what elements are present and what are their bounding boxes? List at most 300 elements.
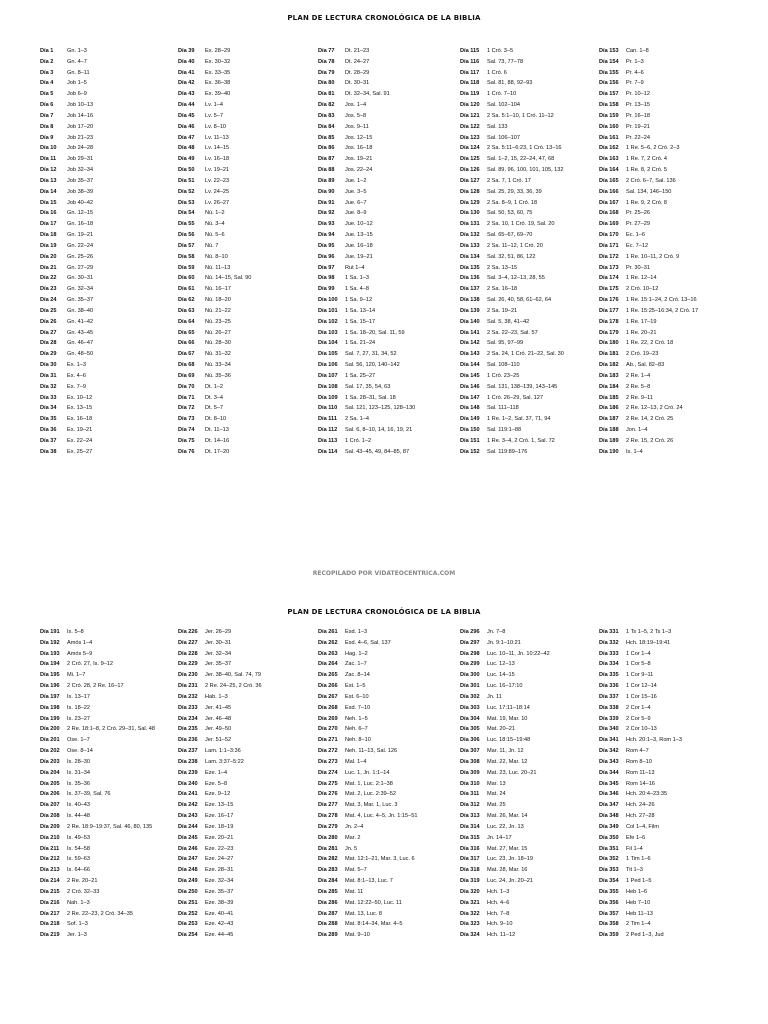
reading-entry	[460, 659, 605, 670]
day-label: Día 270	[318, 726, 338, 733]
day-label: Día 186	[599, 405, 619, 412]
reading-entry	[599, 176, 744, 187]
reading-entry	[460, 393, 605, 404]
reading-reference: Mat. 12:22–50, Luc. 11	[345, 899, 402, 906]
reading-entry	[460, 768, 605, 779]
reading-entry	[178, 779, 323, 790]
day-label: Día 194	[40, 661, 60, 668]
reading-entry	[460, 649, 605, 660]
reading-reference: Sal. 121, 123–125, 128–130	[345, 405, 416, 412]
reading-reference: 1 Sa. 18–20, Sal. 11, 59	[345, 329, 405, 336]
reading-entry	[318, 638, 463, 649]
reading-reference: Eze. 16–17	[205, 813, 234, 820]
reading-entry	[178, 638, 323, 649]
reading-column	[318, 46, 463, 457]
reading-entry	[178, 360, 323, 371]
reading-entry	[460, 68, 605, 79]
reading-entry	[40, 100, 185, 111]
day-label: Día 284	[318, 878, 338, 885]
reading-entry	[40, 338, 185, 349]
reading-entry	[318, 338, 463, 349]
reading-reference: Eze. 18–19	[205, 823, 234, 830]
reading-plan-page-2	[0, 594, 768, 1024]
reading-entry	[40, 230, 185, 241]
reading-reference: 2 Re. 5–8	[626, 383, 651, 390]
reading-entry	[178, 811, 323, 822]
reading-entry	[318, 403, 463, 414]
reading-reference: Mat. 9–10	[345, 932, 370, 939]
reading-entry	[318, 800, 463, 811]
reading-reference: 2 Sa. 24, 1 Cró. 21–22, Sal. 30	[487, 351, 564, 358]
reading-reference: 2 Sa. 8–9, 1 Cró. 18	[487, 199, 538, 206]
day-label: Día 216	[40, 899, 60, 906]
day-label: Día 354	[599, 878, 619, 885]
reading-entry	[599, 811, 744, 822]
reading-entry	[318, 822, 463, 833]
reading-reference: Sal. 17, 35, 54, 63	[345, 383, 391, 390]
day-label: Día 127	[460, 177, 480, 184]
reading-reference: 2 Re. 24–25, 2 Cró. 36	[205, 683, 262, 690]
reading-entry	[318, 887, 463, 898]
day-label: Día 179	[599, 329, 619, 336]
reading-reference: Sal. 43–45, 49, 84–85, 87	[345, 448, 410, 455]
reading-entry	[178, 154, 323, 165]
reading-reference: Jos. 22–24	[345, 167, 373, 174]
reading-reference: 1 Cor 5–8	[626, 661, 651, 668]
day-label: Día 297	[460, 639, 480, 646]
day-label: Día 312	[460, 802, 480, 809]
reading-reference: Is. 13–17	[67, 693, 91, 700]
reading-reference: 2 Re. 20–21	[67, 878, 98, 885]
reading-entry	[40, 414, 185, 425]
reading-entry	[40, 176, 185, 187]
reading-reference: Jon. 1–4	[626, 426, 648, 433]
day-label: Día 197	[40, 693, 60, 700]
reading-entry	[460, 143, 605, 154]
day-label: Día 154	[599, 58, 619, 65]
day-label: Día 264	[318, 661, 338, 668]
day-label: Día 96	[318, 253, 335, 260]
reading-entry	[40, 154, 185, 165]
reading-entry	[318, 273, 463, 284]
day-label: Día 252	[178, 910, 198, 917]
reading-entry	[178, 328, 323, 339]
reading-reference: 2 Re. 14, 2 Cró. 25	[626, 416, 674, 423]
reading-entry	[178, 735, 323, 746]
reading-entry	[318, 306, 463, 317]
reading-entry	[460, 403, 605, 414]
reading-entry	[40, 746, 185, 757]
reading-entry	[599, 822, 744, 833]
reading-entry	[40, 425, 185, 436]
page-title: PLAN DE LECTURA CRONOLÓGICA DE LA BIBLIA	[287, 608, 481, 616]
day-label: Día 173	[599, 264, 619, 271]
reading-entry	[318, 78, 463, 89]
reading-reference: Gn. 43–45	[67, 329, 94, 336]
reading-reference: 1 Cró. 7–10	[487, 91, 517, 98]
reading-reference: 2 Re. 18:9–19:37, Sal. 46, 80, 135	[67, 823, 153, 830]
reading-reference: 2 Cró. 10–12	[626, 286, 659, 293]
reading-reference: Ex. 36–38	[205, 80, 231, 87]
reading-entry	[40, 714, 185, 725]
reading-column	[40, 46, 185, 457]
day-label: Día 20	[40, 253, 57, 260]
day-label: Día 286	[318, 899, 338, 906]
day-label: Día 233	[178, 704, 198, 711]
reading-reference: Sal. 65–67, 69–70	[487, 232, 533, 239]
reading-reference: Hch. 9–10	[487, 921, 513, 928]
reading-reference: Pr. 16–18	[626, 112, 650, 119]
reading-column	[178, 627, 323, 941]
reading-reference: 1 Sa. 13–14	[345, 307, 376, 314]
reading-reference: Job 38–39	[67, 188, 94, 195]
day-label: Día 242	[178, 802, 198, 809]
day-label: Día 323	[460, 921, 480, 928]
reading-reference: Jue. 19–21	[345, 253, 373, 260]
reading-reference: Jer. 46–48	[205, 715, 232, 722]
reading-reference: Job 21–23	[67, 134, 94, 141]
reading-entry	[318, 46, 463, 57]
day-label: Día 36	[40, 426, 57, 433]
reading-reference: Is. 35–36	[67, 780, 91, 787]
reading-entry	[460, 241, 605, 252]
day-label: Día 28	[40, 340, 57, 347]
reading-entry	[599, 638, 744, 649]
day-label: Día 210	[40, 834, 60, 841]
reading-reference: Eze. 35–37	[205, 888, 234, 895]
reading-entry	[40, 865, 185, 876]
reading-reference: Luc. 23, Jn. 18–19	[487, 856, 534, 863]
reading-entry	[318, 670, 463, 681]
reading-reference: 1 Re. 15:25–16:34, 2 Cró. 17	[626, 307, 699, 314]
day-label: Día 181	[599, 351, 619, 358]
day-label: Día 199	[40, 715, 60, 722]
reading-reference: 1 Cró. 23–25	[487, 372, 520, 379]
reading-entry	[40, 360, 185, 371]
day-label: Día 106	[318, 362, 338, 369]
reading-column	[460, 627, 605, 941]
reading-reference: Nú. 21–22	[205, 307, 231, 314]
reading-entry	[460, 176, 605, 187]
reading-reference: Mat. 24	[487, 791, 506, 798]
day-label: Día 162	[599, 145, 619, 152]
reading-entry	[318, 154, 463, 165]
reading-entry	[178, 436, 323, 447]
day-label: Día 151	[460, 437, 480, 444]
day-label: Día 314	[460, 823, 480, 830]
reading-reference: 2 Sa. 1–4	[345, 416, 369, 423]
day-label: Día 102	[318, 318, 338, 325]
reading-entry	[178, 854, 323, 865]
reading-reference: Gn. 46–47	[67, 340, 94, 347]
reading-entry	[318, 844, 463, 855]
reading-reference: Sof. 1–3	[67, 921, 88, 928]
reading-reference: Sal. 1–2, 15, 22–24, 47, 68	[487, 156, 555, 163]
day-label: Día 31	[40, 372, 57, 379]
reading-entry	[178, 241, 323, 252]
reading-reference: Mar. 11, Jn. 12	[487, 748, 524, 755]
day-label: Día 335	[599, 672, 619, 679]
reading-entry	[460, 833, 605, 844]
day-label: Día 71	[178, 394, 195, 401]
reading-reference: Lv. 24–25	[205, 188, 230, 195]
day-label: Día 350	[599, 834, 619, 841]
reading-reference: Sal. 81, 88, 92–93	[487, 80, 533, 87]
reading-entry	[318, 360, 463, 371]
reading-reference: Eze. 20–21	[205, 834, 234, 841]
day-label: Día 230	[178, 672, 198, 679]
reading-entry	[318, 393, 463, 404]
day-label: Día 78	[318, 58, 335, 65]
reading-reference: Sal. 73, 77–78	[487, 58, 524, 65]
day-label: Día 250	[178, 888, 198, 895]
reading-reference: Hag. 1–2	[345, 650, 368, 657]
reading-entry	[318, 68, 463, 79]
day-label: Día 236	[178, 737, 198, 744]
day-label: Día 352	[599, 856, 619, 863]
day-label: Día 136	[460, 275, 480, 282]
reading-entry	[460, 208, 605, 219]
day-label: Día 158	[599, 102, 619, 109]
day-label: Día 92	[318, 210, 335, 217]
day-label: Día 48	[178, 145, 195, 152]
day-label: Día 333	[599, 650, 619, 657]
reading-entry	[318, 111, 463, 122]
day-label: Día 46	[178, 123, 195, 130]
reading-reference: Nú. 5–6	[205, 232, 225, 239]
day-label: Día 23	[40, 286, 57, 293]
day-label: Día 310	[460, 780, 480, 787]
reading-reference: Ex. 30–32	[205, 58, 231, 65]
reading-reference: Lv. 11–13	[205, 134, 229, 141]
day-label: Día 121	[460, 112, 480, 119]
reading-entry	[599, 68, 744, 79]
reading-reference: Ex. 33–35	[205, 69, 231, 76]
reading-reference: Gn. 27–29	[67, 264, 94, 271]
day-label: Día 287	[318, 910, 338, 917]
day-label: Día 138	[460, 297, 480, 304]
day-label: Día 243	[178, 813, 198, 820]
reading-entry	[599, 143, 744, 154]
reading-entry	[40, 143, 185, 154]
reading-reference: Mat. 3, Mar. 1, Luc. 3	[345, 802, 398, 809]
reading-reference: Gn. 8–11	[67, 69, 90, 76]
reading-reference: Dt. 30–31	[345, 80, 370, 87]
day-label: Día 280	[318, 834, 338, 841]
reading-reference: 1 Sa. 1–3	[345, 275, 369, 282]
day-label: Día 110	[318, 405, 338, 412]
day-label: Día 144	[460, 362, 480, 369]
reading-entry	[318, 833, 463, 844]
day-label: Día 95	[318, 242, 335, 249]
day-label: Día 7	[40, 112, 54, 119]
reading-reference: Eze. 1–4	[205, 769, 228, 776]
day-label: Día 25	[40, 307, 57, 314]
reading-entry	[40, 241, 185, 252]
day-label: Día 5	[40, 91, 54, 98]
day-label: Día 153	[599, 48, 619, 54]
reading-reference: Is. 40–43	[67, 802, 91, 809]
reading-entry	[40, 703, 185, 714]
reading-entry	[460, 447, 605, 458]
day-label: Día 279	[318, 823, 338, 830]
day-label: Día 10	[40, 145, 57, 152]
reading-entry	[599, 219, 744, 230]
reading-reference: Mat. 5–7	[345, 867, 367, 874]
reading-entry	[599, 403, 744, 414]
day-label: Día 311	[460, 791, 480, 798]
reading-entry	[599, 208, 744, 219]
reading-entry	[599, 122, 744, 133]
day-label: Día 303	[460, 704, 480, 711]
reading-reference: Mat. 13, Luc. 8	[345, 910, 383, 917]
reading-column	[599, 627, 744, 941]
day-label: Día 67	[178, 351, 195, 358]
day-label: Día 205	[40, 780, 60, 787]
day-label: Día 188	[599, 426, 619, 433]
reading-reference: 1 Sa. 4–8	[345, 286, 369, 293]
reading-reference: Sal. 3–4, 12–13, 28, 55	[487, 275, 545, 282]
reading-entry	[318, 649, 463, 660]
day-label: Día 65	[178, 329, 195, 336]
reading-reference: Dt. 5–7	[205, 405, 224, 412]
day-label: Día 251	[178, 899, 198, 906]
reading-entry	[460, 703, 605, 714]
reading-entry	[460, 154, 605, 165]
reading-entry	[318, 133, 463, 144]
reading-entry	[40, 854, 185, 865]
day-label: Día 59	[178, 264, 195, 271]
reading-reference: Mar. 2	[345, 834, 361, 841]
reading-entry	[460, 263, 605, 274]
reading-reference: Fil 1–4	[626, 845, 643, 852]
reading-reference: 2 Sa. 16–18	[487, 286, 518, 293]
reading-entry	[599, 930, 744, 941]
day-label: Día 234	[178, 715, 198, 722]
reading-reference: 1 Cor 15–16	[626, 693, 657, 700]
day-label: Día 43	[178, 91, 195, 98]
day-label: Día 239	[178, 769, 198, 776]
day-label: Día 61	[178, 286, 195, 293]
reading-reference: Jn. 14–17	[487, 834, 512, 841]
day-label: Día 211	[40, 845, 60, 852]
reading-entry	[599, 154, 744, 165]
reading-reference: Dt. 32–34, Sal. 91	[345, 91, 390, 98]
reading-entry	[318, 865, 463, 876]
reading-reference: 1 Re. 9, 2 Cró. 8	[626, 199, 668, 206]
day-label: Día 176	[599, 297, 619, 304]
reading-entry	[599, 425, 744, 436]
reading-entry	[318, 371, 463, 382]
reading-entry	[318, 241, 463, 252]
reading-reference: Sal. 32, 51, 86, 122	[487, 253, 536, 260]
reading-reference: Nú. 28–30	[205, 340, 231, 347]
reading-reference: Rom 4–7	[626, 748, 649, 755]
reading-entry	[460, 46, 605, 57]
reading-entry	[318, 425, 463, 436]
reading-entry	[318, 317, 463, 328]
reading-entry	[599, 328, 744, 339]
day-label: Día 338	[599, 704, 619, 711]
reading-entry	[599, 165, 744, 176]
reading-entry	[599, 703, 744, 714]
reading-entry	[460, 714, 605, 725]
reading-reference: Heb 11–13	[626, 910, 653, 917]
reading-reference: Mat. 22, Mar. 12	[487, 758, 528, 765]
day-label: Día 248	[178, 867, 198, 874]
reading-reference: Gn. 25–26	[67, 253, 94, 260]
reading-reference: Mat. 8:14–34, Mar. 4–5	[345, 921, 403, 928]
reading-entry	[40, 757, 185, 768]
day-label: Día 105	[318, 351, 338, 358]
day-label: Día 55	[178, 221, 195, 228]
reading-reference: Dt. 11–13	[205, 426, 229, 433]
reading-entry	[40, 317, 185, 328]
reading-reference: 1 Cró. 1–2	[345, 437, 372, 444]
reading-entry	[40, 649, 185, 660]
reading-entry	[460, 317, 605, 328]
reading-entry	[40, 670, 185, 681]
reading-entry	[318, 176, 463, 187]
reading-entry	[460, 692, 605, 703]
day-label: Día 8	[40, 123, 54, 130]
reading-entry	[599, 735, 744, 746]
reading-entry	[599, 670, 744, 681]
reading-reference: Ose. 8–14	[67, 748, 93, 755]
reading-reference: Lv. 8–10	[205, 123, 227, 130]
day-label: Día 32	[40, 383, 57, 390]
day-label: Día 167	[599, 199, 619, 206]
reading-entry	[318, 659, 463, 670]
day-label: Día 341	[599, 737, 619, 744]
reading-entry	[460, 898, 605, 909]
day-label: Día 215	[40, 888, 60, 895]
reading-entry	[599, 338, 744, 349]
reading-reference: 1 Re. 20–21	[626, 329, 657, 336]
day-label: Día 240	[178, 780, 198, 787]
day-label: Día 97	[318, 264, 335, 271]
day-label: Día 178	[599, 318, 619, 325]
reading-entry	[40, 909, 185, 920]
reading-entry	[599, 768, 744, 779]
reading-entry	[178, 789, 323, 800]
reading-entry	[40, 811, 185, 822]
reading-reference: 2 Re. 22–23, 2 Cró. 34–35	[67, 910, 133, 917]
reading-reference: Nú. 1–2	[205, 210, 225, 217]
day-label: Día 170	[599, 232, 619, 239]
reading-entry	[40, 692, 185, 703]
reading-entry	[178, 876, 323, 887]
reading-entry	[178, 714, 323, 725]
reading-reference: Nú. 18–20	[205, 297, 231, 304]
reading-reference: 1 Re. 1–2, Sal. 37, 71, 94	[487, 416, 551, 423]
reading-entry	[178, 800, 323, 811]
day-label: Día 163	[599, 156, 619, 163]
reading-reference: Eze. 5–8	[205, 780, 228, 787]
reading-entry	[599, 692, 744, 703]
reading-reference: Ex. 7–9	[67, 383, 86, 390]
reading-entry	[40, 349, 185, 360]
day-label: Día 192	[40, 639, 60, 646]
reading-reference: Jos. 1–4	[345, 102, 367, 109]
reading-reference: Ose. 1–7	[67, 737, 90, 744]
reading-reference: 2 Cró. 32–33	[67, 888, 100, 895]
reading-entry	[599, 833, 744, 844]
day-label: Día 33	[40, 394, 57, 401]
reading-reference: Gn. 41–42	[67, 318, 94, 325]
reading-reference: Esd. 7–10	[345, 704, 371, 711]
reading-entry	[40, 252, 185, 263]
